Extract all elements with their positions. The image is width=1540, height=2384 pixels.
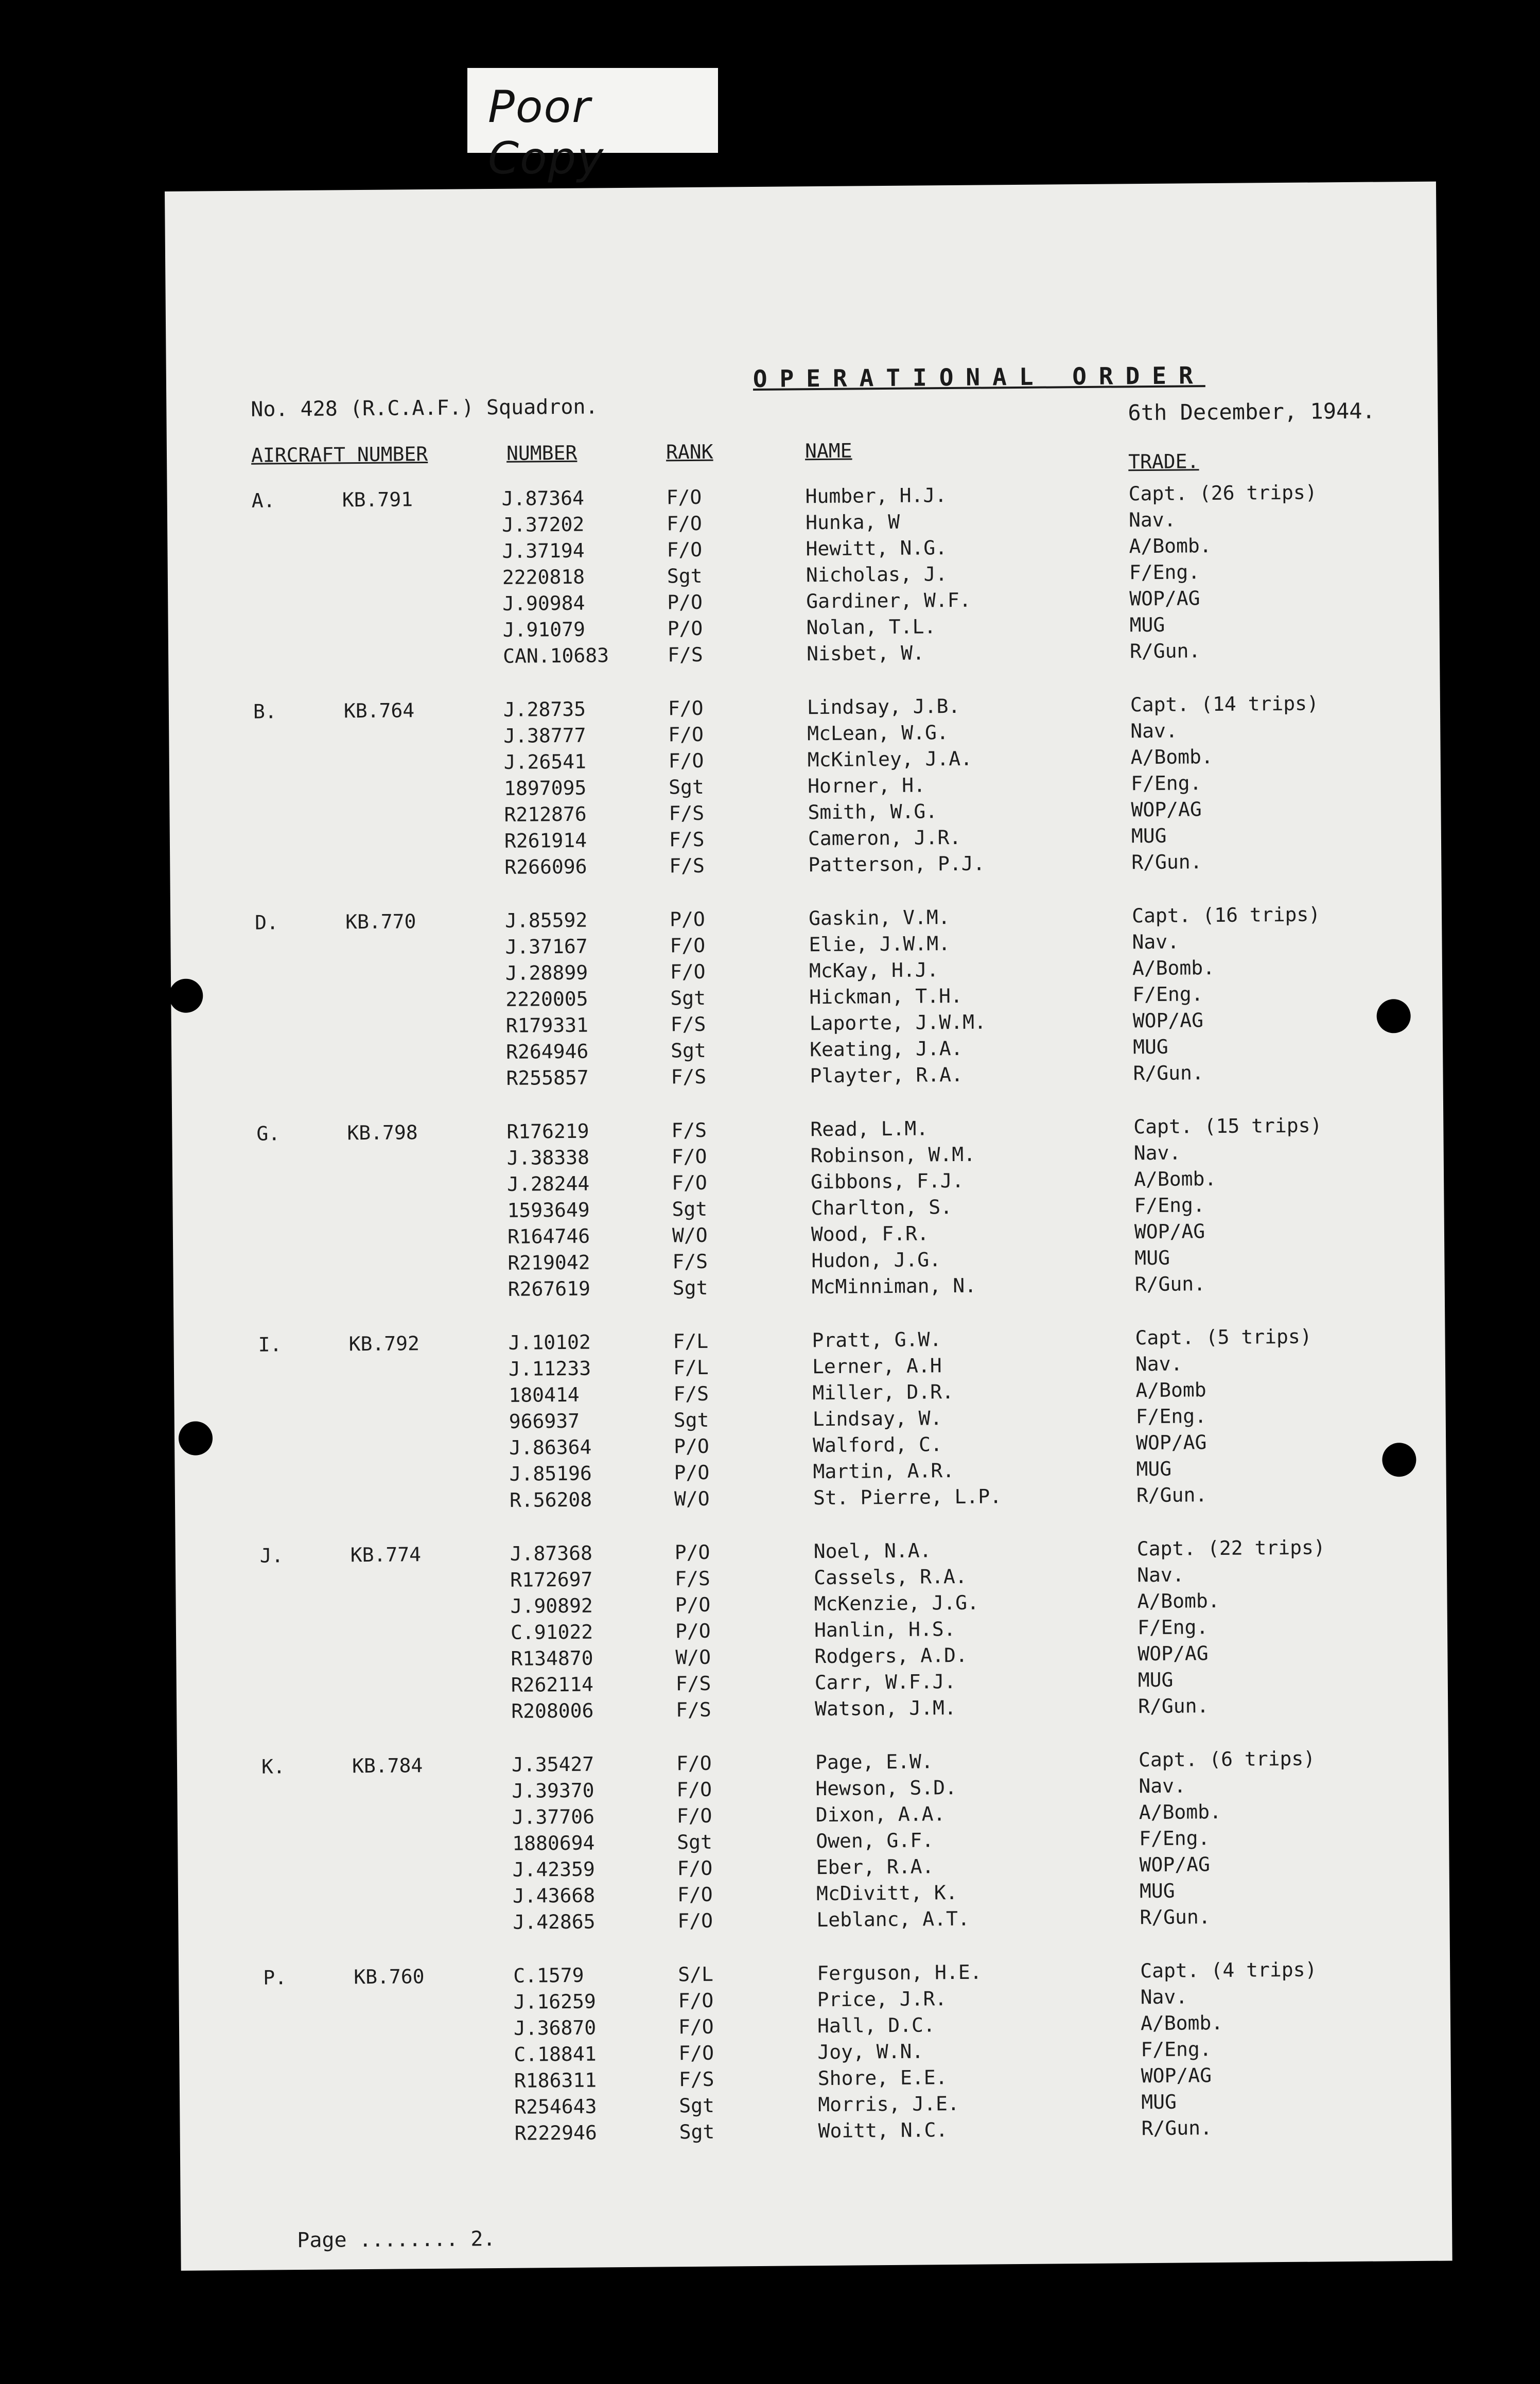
- crew-name: Pratt, G.W.: [812, 1328, 942, 1352]
- crew-trade: Nav.: [1128, 508, 1176, 532]
- crew-rank: F/L: [673, 1329, 709, 1353]
- crew-name: Nisbet, W.: [806, 641, 925, 665]
- crew-trade: WOP/AG: [1139, 1853, 1211, 1877]
- crew-number: J.37202: [501, 513, 585, 536]
- punch-hole: [1376, 999, 1411, 1033]
- crew-trade: MUG: [1132, 1035, 1168, 1059]
- crew-name: McMinniman, N.: [811, 1274, 977, 1299]
- crew-trade: Capt. (5 trips): [1135, 1325, 1312, 1349]
- crew-name: McKay, H.J.: [809, 958, 939, 983]
- crew-name: Keating, J.A.: [809, 1037, 963, 1061]
- crew-trade: Capt. (14 trips): [1130, 692, 1319, 716]
- crew-name: Noel, N.A.: [813, 1539, 932, 1563]
- crew-trade: A/Bomb.: [1130, 745, 1214, 769]
- crew-trade: Capt. (6 trips): [1138, 1747, 1316, 1772]
- crew-trade: Nav.: [1139, 1774, 1186, 1798]
- crew-name: Owen, G.F.: [816, 1829, 934, 1853]
- crew-number: C.1579: [513, 1964, 584, 1987]
- crew-number: J.42865: [513, 1910, 596, 1934]
- header-name: NAME: [804, 439, 852, 463]
- crew-name: Miller, D.R.: [812, 1380, 954, 1405]
- crew-trade: R/Gun.: [1136, 1483, 1207, 1507]
- aircraft-letter: K.: [261, 1755, 285, 1778]
- crew-name: Gibbons, F.J.: [810, 1169, 964, 1194]
- crew-name: Rodgers, A.D.: [814, 1643, 968, 1668]
- aircraft-letter: B.: [253, 700, 277, 723]
- crew-name: Playter, R.A.: [810, 1063, 964, 1088]
- crew-rank: F/O: [676, 1804, 712, 1828]
- crew-name: Humber, H.J.: [805, 484, 947, 508]
- crew-name: Ferguson, H.E.: [817, 1960, 982, 1985]
- crew-name: McLean, W.G.: [807, 721, 949, 745]
- crew-name: Martin, A.R.: [813, 1459, 955, 1483]
- crew-number: R172697: [510, 1568, 593, 1591]
- aircraft-letter: P.: [263, 1966, 287, 1989]
- crew-trade: F/Eng.: [1139, 1827, 1210, 1850]
- crew-trade: R/Gun.: [1140, 1905, 1211, 1929]
- crew-name: Wood, F.R.: [811, 1222, 929, 1246]
- aircraft-letter: I.: [258, 1333, 282, 1356]
- crew-number: J.85196: [509, 1462, 592, 1485]
- crew-number: J.39370: [512, 1779, 594, 1802]
- crew-number: J.37167: [505, 935, 588, 958]
- crew-number: J.87364: [501, 486, 585, 510]
- crew-trade: A/Bomb.: [1137, 1589, 1220, 1613]
- crew-number: 2220818: [502, 565, 585, 589]
- crew-trade: R/Gun.: [1133, 1061, 1204, 1085]
- crew-rank: P/O: [667, 590, 703, 614]
- crew-number: J.43668: [512, 1884, 596, 1907]
- crew-name: Walford, C.: [812, 1433, 943, 1457]
- crew-trade: Capt. (26 trips): [1128, 481, 1317, 505]
- crew-trade: A/Bomb.: [1133, 1167, 1217, 1191]
- crew-number: J.90892: [510, 1594, 593, 1618]
- crew-number: R179331: [505, 1013, 589, 1037]
- crew-trade: R/Gun.: [1134, 1272, 1206, 1296]
- header-number: NUMBER: [506, 441, 577, 465]
- crew-rank: F/O: [666, 485, 702, 509]
- crew-rank: Sgt: [679, 2094, 715, 2117]
- crew-name: Gardiner, W.F.: [806, 588, 971, 613]
- crew-rank: F/S: [670, 1012, 706, 1036]
- aircraft-letter: A.: [251, 489, 275, 512]
- aircraft-group: [167, 480, 1439, 668]
- crew-number: J.38777: [503, 724, 586, 747]
- crew-trade: Nav.: [1133, 1141, 1181, 1165]
- crew-name: Hudon, J.G.: [811, 1248, 941, 1272]
- aircraft-letter: J.: [259, 1544, 284, 1567]
- crew-name: Smith, W.G.: [808, 800, 938, 824]
- crew-name: Leblanc, A.T.: [816, 1907, 970, 1932]
- crew-number: J.38338: [506, 1146, 590, 1169]
- crew-rank: Sgt: [667, 564, 703, 588]
- crew-number: R186311: [514, 2069, 597, 2092]
- crew-rank: P/O: [675, 1619, 711, 1643]
- crew-number: J.36870: [513, 2016, 597, 2040]
- crew-number: 966937: [509, 1409, 580, 1433]
- crew-number: J.42359: [512, 1857, 595, 1881]
- crew-rank: F/O: [676, 1778, 712, 1801]
- crew-rank: Sgt: [672, 1276, 708, 1300]
- aircraft-group: [173, 1324, 1445, 1512]
- crew-rank: F/O: [671, 1171, 707, 1195]
- crew-name: Horner, H.: [807, 774, 926, 798]
- crew-name: McDivitt, K.: [816, 1881, 958, 1905]
- crew-trade: Capt. (4 trips): [1140, 1958, 1317, 1983]
- crew-number: R212876: [504, 802, 587, 826]
- crew-rank: F/S: [676, 1698, 712, 1722]
- crew-rank: Sgt: [679, 2120, 715, 2144]
- crew-rank: F/O: [666, 512, 702, 535]
- crew-name: Hickman, T.H.: [809, 984, 962, 1009]
- aircraft-group: [169, 691, 1440, 879]
- crew-trade: Capt. (15 trips): [1133, 1114, 1322, 1138]
- crew-rank: F/O: [677, 1856, 713, 1880]
- document-title: OPERATIONAL ORDER: [752, 361, 1205, 393]
- crew-name: Morris, J.E.: [818, 2092, 959, 2116]
- crew-trade: WOP/AG: [1141, 2064, 1212, 2088]
- aircraft-serial: KB.784: [352, 1754, 423, 1778]
- crew-trade: WOP/AG: [1132, 1009, 1204, 1032]
- crew-trade: R/Gun.: [1138, 1694, 1209, 1718]
- aircraft-group: [172, 1113, 1443, 1301]
- crew-rank: F/O: [668, 749, 704, 773]
- crew-trade: R/Gun.: [1131, 850, 1202, 874]
- crew-number: 180414: [509, 1383, 580, 1407]
- crew-name: Elie, J.W.M.: [809, 932, 951, 956]
- crew-rank: P/O: [674, 1540, 710, 1564]
- crew-rank: F/O: [668, 723, 704, 746]
- crew-trade: A/Bomb.: [1140, 2011, 1223, 2035]
- crew-rank: F/S: [672, 1250, 708, 1273]
- crew-rank: W/O: [672, 1223, 708, 1247]
- aircraft-serial: KB.792: [348, 1332, 420, 1356]
- crew-trade: MUG: [1137, 1668, 1174, 1692]
- crew-trade: F/Eng.: [1141, 2038, 1212, 2061]
- crew-number: J.37194: [502, 539, 585, 563]
- crew-rank: F/S: [669, 801, 705, 825]
- crew-name: Page, E.W.: [815, 1750, 933, 1774]
- crew-number: J.85592: [504, 908, 588, 932]
- page-footer: Page ........ 2.: [297, 2227, 496, 2253]
- crew-rank: P/O: [674, 1434, 709, 1458]
- crew-trade: Nav.: [1132, 930, 1180, 954]
- crew-name: Lindsay, J.B.: [807, 694, 960, 719]
- crew-rank: Sgt: [673, 1408, 709, 1432]
- crew-number: J.86364: [509, 1435, 592, 1459]
- header-rank: RANK: [666, 440, 713, 464]
- crew-rank: W/O: [674, 1487, 710, 1511]
- punch-hole: [179, 1421, 213, 1456]
- crew-name: Patterson, P.J.: [808, 852, 985, 877]
- crew-trade: MUG: [1136, 1457, 1172, 1481]
- crew-number: R266096: [504, 855, 587, 879]
- crew-rank: F/S: [673, 1382, 709, 1406]
- crew-number: R222946: [514, 2121, 597, 2145]
- crew-name: Read, L.M.: [810, 1117, 929, 1141]
- crew-trade: R/Gun.: [1141, 2116, 1213, 2140]
- crew-rank: F/S: [669, 828, 705, 851]
- crew-number: 1880694: [512, 1831, 595, 1855]
- crew-number: R254643: [514, 2095, 597, 2118]
- crew-number: J.28244: [506, 1172, 590, 1196]
- crew-number: J.26541: [503, 750, 587, 774]
- crew-rank: F/S: [671, 1065, 707, 1089]
- crew-name: Carr, W.F.J.: [814, 1670, 956, 1694]
- crew-rank: F/S: [671, 1118, 707, 1142]
- crew-trade: Nav.: [1130, 719, 1178, 743]
- crew-number: R264946: [505, 1040, 589, 1063]
- crew-trade: MUG: [1139, 1879, 1175, 1903]
- header-trade: TRADE.: [1128, 450, 1199, 474]
- aircraft-serial: KB.791: [342, 488, 413, 512]
- crew-trade: Nav.: [1135, 1352, 1183, 1376]
- aircraft-group: [170, 902, 1442, 1090]
- crew-rank: F/O: [667, 538, 703, 562]
- crew-number: 1897095: [503, 776, 587, 800]
- crew-name: Joy, W.N.: [817, 2040, 924, 2064]
- crew-trade: A/Bomb.: [1129, 534, 1212, 558]
- crew-trade: F/Eng.: [1137, 1616, 1209, 1639]
- crew-number: J.91079: [502, 618, 586, 641]
- crew-number: R176219: [506, 1119, 589, 1143]
- crew-name: Nolan, T.L.: [806, 615, 936, 639]
- crew-rank: F/O: [670, 934, 706, 957]
- aircraft-serial: KB.760: [354, 1965, 425, 1989]
- crew-number: C.18841: [514, 2042, 597, 2066]
- crew-trade: WOP/AG: [1137, 1642, 1209, 1666]
- crew-trade: Capt. (22 trips): [1136, 1536, 1325, 1561]
- crew-number: J.16259: [513, 1990, 596, 2013]
- crew-number: J.87368: [510, 1541, 593, 1565]
- crew-trade: F/Eng.: [1132, 983, 1203, 1006]
- crew-trade: R/Gun.: [1129, 639, 1201, 663]
- crew-number: C.91022: [510, 1620, 593, 1644]
- crew-rank: F/O: [676, 1751, 712, 1775]
- crew-rank: W/O: [675, 1645, 711, 1669]
- crew-name: Lerner, A.H: [812, 1354, 942, 1378]
- crew-rank: F/S: [675, 1672, 711, 1695]
- crew-number: 1593649: [507, 1198, 590, 1222]
- crew-trade: MUG: [1129, 613, 1165, 637]
- aircraft-letter: D.: [254, 911, 279, 934]
- crew-rank: Sgt: [677, 1830, 713, 1854]
- crew-number: J.28899: [505, 961, 588, 985]
- crew-trade: Nav.: [1140, 1985, 1188, 2009]
- punch-hole: [1382, 1443, 1416, 1477]
- order-date: 6th December, 1944.: [1128, 398, 1376, 426]
- crew-rank: S/L: [678, 1962, 714, 1986]
- punch-hole: [169, 978, 203, 1013]
- crew-number: J.90984: [502, 591, 585, 615]
- aircraft-letter: G.: [256, 1122, 281, 1145]
- crew-rank: F/S: [675, 1567, 711, 1590]
- crew-number: 2220005: [505, 987, 588, 1011]
- crew-name: Shore, E.E.: [817, 2066, 948, 2090]
- header-aircraft: AIRCRAFT NUMBER: [251, 443, 428, 467]
- crew-trade: F/Eng.: [1135, 1405, 1207, 1428]
- crew-trade: F/Eng.: [1134, 1194, 1205, 1217]
- crew-number: J.37706: [512, 1805, 595, 1829]
- crew-number: R262114: [511, 1673, 594, 1696]
- aircraft-serial: KB.764: [343, 699, 415, 723]
- crew-name: Laporte, J.W.M.: [809, 1010, 987, 1035]
- crew-rank: P/O: [675, 1593, 711, 1617]
- crew-name: Cassels, R.A.: [814, 1565, 967, 1589]
- crew-rank: F/S: [669, 854, 705, 878]
- crew-rank: F/L: [673, 1356, 709, 1379]
- crew-rank: P/O: [669, 907, 705, 931]
- crew-name: McKenzie, J.G.: [814, 1591, 979, 1616]
- crew-rank: P/O: [674, 1461, 710, 1484]
- crew-trade: A/Bomb.: [1132, 956, 1215, 980]
- crew-name: Hunka, W: [805, 510, 900, 534]
- aircraft-group: [179, 1957, 1450, 2145]
- aircraft-serial: KB.798: [347, 1121, 418, 1145]
- aircraft-serial: KB.770: [345, 910, 416, 934]
- crew-name: Gaskin, V.M.: [808, 906, 950, 930]
- crew-rank: F/O: [671, 1145, 707, 1168]
- crew-number: R.56208: [509, 1488, 592, 1512]
- crew-name: McKinley, J.A.: [807, 747, 973, 772]
- poor-copy-label: [467, 68, 718, 184]
- crew-rank: F/O: [678, 2041, 714, 2065]
- crew-name: Charlton, S.: [811, 1196, 953, 1220]
- crew-trade: F/Eng.: [1130, 772, 1202, 795]
- crew-rank: Sgt: [670, 986, 706, 1010]
- crew-name: Robinson, W.M.: [810, 1143, 976, 1167]
- crew-rank: F/S: [678, 2067, 714, 2091]
- crew-rank: Sgt: [672, 1197, 708, 1221]
- crew-number: J.10102: [508, 1330, 591, 1354]
- crew-number: R255857: [506, 1066, 589, 1090]
- crew-number: R134870: [511, 1646, 593, 1670]
- crew-rank: F/O: [668, 696, 704, 720]
- aircraft-group: [177, 1746, 1448, 1934]
- crew-name: Dixon, A.A.: [815, 1802, 946, 1827]
- crew-number: R267619: [507, 1277, 591, 1301]
- crew-name: Eber, R.A.: [816, 1855, 934, 1879]
- crew-rank: Sgt: [670, 1039, 706, 1062]
- crew-trade: WOP/AG: [1134, 1220, 1205, 1243]
- crew-rank: F/O: [678, 2015, 714, 2039]
- crew-name: Cameron, J.R.: [808, 826, 961, 850]
- crew-trade: WOP/AG: [1135, 1431, 1207, 1454]
- crew-name: Woitt, N.C.: [818, 2118, 948, 2143]
- crew-number: R261914: [504, 829, 587, 852]
- crew-rank: F/O: [678, 1989, 714, 2012]
- crew-trade: MUG: [1134, 1246, 1170, 1270]
- crew-trade: Nav.: [1136, 1563, 1184, 1587]
- aircraft-serial: KB.774: [350, 1543, 422, 1567]
- crew-name: Hanlin, H.S.: [814, 1618, 956, 1642]
- crew-trade: MUG: [1131, 824, 1167, 848]
- crew-trade: A/Bomb.: [1139, 1800, 1222, 1824]
- crew-name: Price, J.R.: [817, 1987, 947, 2011]
- crew-name: Hall, D.C.: [817, 2013, 935, 2038]
- crew-number: J.35427: [511, 1752, 594, 1776]
- crew-number: J.28735: [503, 697, 586, 721]
- crew-name: Watson, J.M.: [815, 1696, 956, 1721]
- poor-copy-text: Poor Copy: [488, 81, 605, 184]
- crew-rank: F/S: [667, 643, 703, 667]
- crew-name: Hewson, S.D.: [815, 1776, 957, 1800]
- crew-trade: A/Bomb: [1135, 1378, 1206, 1402]
- squadron: No. 428 (R.C.A.F.) Squadron.: [251, 395, 598, 422]
- crew-name: Nicholas, J.: [806, 563, 948, 587]
- crew-number: CAN.10683: [502, 644, 609, 668]
- crew-trade: MUG: [1141, 2090, 1177, 2114]
- crew-trade: WOP/AG: [1129, 587, 1200, 610]
- crew-number: R208006: [511, 1699, 594, 1723]
- crew-rank: P/O: [667, 617, 703, 640]
- aircraft-group: [176, 1535, 1447, 1723]
- crew-number: J.11233: [508, 1357, 591, 1380]
- crew-trade: F/Eng.: [1129, 560, 1200, 584]
- crew-name: St. Pierre, L.P.: [813, 1485, 1002, 1510]
- crew-trade: Capt. (16 trips): [1131, 903, 1321, 927]
- crew-trade: WOP/AG: [1131, 798, 1202, 821]
- crew-rank: Sgt: [668, 775, 704, 799]
- crew-number: R219042: [507, 1251, 590, 1274]
- crew-rank: F/O: [677, 1909, 713, 1933]
- crew-rank: F/O: [677, 1883, 713, 1906]
- document-sheet: [165, 182, 1452, 2271]
- crew-number: R164746: [507, 1224, 590, 1248]
- crew-name: Lindsay, W.: [812, 1407, 942, 1431]
- crew-name: Hewitt, N.G.: [806, 536, 948, 560]
- crew-rank: F/O: [670, 960, 706, 984]
